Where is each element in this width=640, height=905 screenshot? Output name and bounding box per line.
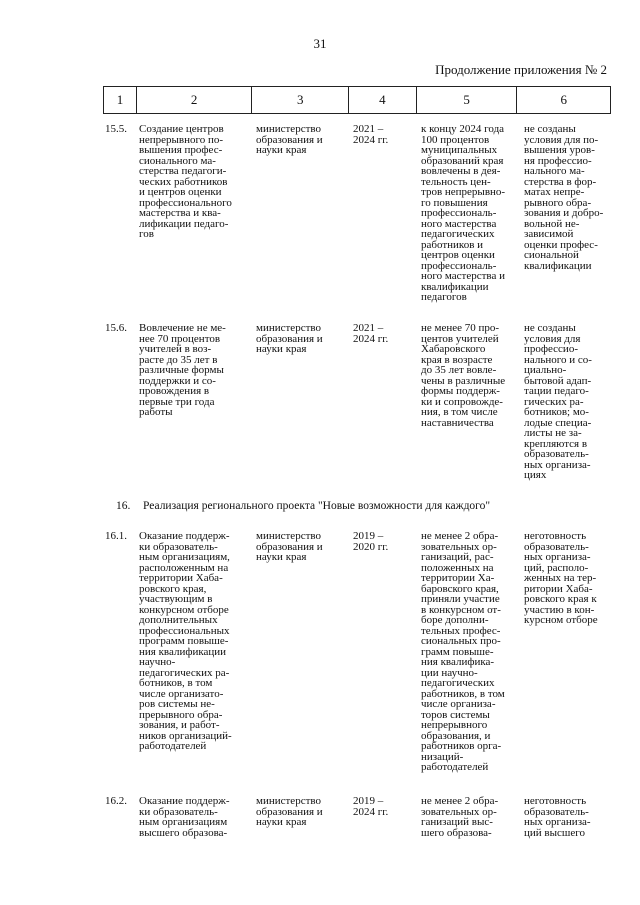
executor-cell: министерство образования и науки края (256, 795, 323, 828)
section-number: 16. (116, 500, 131, 512)
activity-cell: Оказание поддерж- ки образователь- ным организациям высшего образова- (139, 795, 230, 839)
consequence-cell: неготовность образователь- ных организа- ций, располо- женных на тер- ритории Хаба- ровского края к участию в кон- курсном отборе (524, 530, 598, 626)
header-col-2: 2 (137, 87, 253, 113)
row-number: 15.6. (105, 322, 127, 334)
section-title: Реализация регионального проекта "Новые возможности для каждого" (143, 500, 491, 512)
page-number: 31 (313, 36, 327, 51)
header-col-1: 1 (104, 87, 137, 113)
consequence-cell: неготовность образователь- ных организа- ций высшего (524, 795, 591, 839)
executor-cell: министерство образования и науки края (256, 530, 323, 563)
header-col-4: 4 (349, 87, 417, 113)
activity-cell: Создание центров непрерывного по- вышения профес- сионального ма- стерства педагоги- ческих работников и центров оценки профессионального мастерства и ква- лификации педаго- гов (139, 123, 232, 240)
activity-cell: Вовлечение не ме- нее 70 процентов учителей в воз- расте до 35 лет в различные формы поддержки и со- провождения в первые три года работы (139, 322, 226, 418)
result-cell: не менее 2 обра- зовательных ор- ганизаций, рас- положенных на территории Ха- баровского края, приняли участие в конкурсном от- боре дополни- тельных профес- сиональных про- грамм повыше- ния квалифика- ции научно- педагогических работников, в том числе организа- торов системы непрерывного образования, и работников орга- низаций- работодателей (421, 530, 505, 773)
header-col-6: 6 (560, 92, 567, 107)
result-cell: не менее 2 обра- зовательных ор- ганизаций выс- шего образова- (421, 795, 499, 839)
period-cell: 2019 – 2020 гг. (353, 530, 389, 553)
header-col-3: 3 (252, 87, 349, 113)
row-number: 16.2. (105, 795, 127, 807)
executor-cell: министерство образования и науки края (256, 123, 323, 156)
result-cell: к концу 2024 года 100 процентов муниципальных образований края вовлечены в дея- тельность цен- тров непрерывно- го повышения профессиональ- ного мастерства педагогических работников и центров оценки профессиональ- ного мастерства и квалификации педагогов (421, 123, 506, 303)
period-cell: 2019 – 2024 гг. (353, 795, 389, 818)
row-number: 16.1. (105, 530, 127, 542)
row-number: 15.5. (105, 123, 127, 135)
executor-cell: министерство образования и науки края (256, 322, 323, 355)
header-col-5: 5 (417, 87, 518, 113)
result-cell: не менее 70 про- центов учителей Хабаровского края в возрасте до 35 лет вовле- чены в различные формы поддерж- ки и сопровожде- ния, в том числе наставничества (421, 322, 506, 429)
period-cell: 2021 – 2024 гг. (353, 322, 389, 345)
consequence-cell: не созданы условия для по- вышения уров- ня профессио- нального ма- стерства в фор- матах непре- рывного обра- зования и добро- вольной не- зависимой оценки профес- сиональной квалификации (524, 123, 604, 272)
consequence-cell: не созданы условия для профессио- нального и со- циально- бытовой адап- тации педаго- гических ра- ботников; мо- лодые специа- листы не за- крепляются в образователь- ных организа- циях (524, 322, 592, 481)
table-header-row (103, 86, 611, 114)
period-cell: 2021 – 2024 гг. (353, 123, 389, 146)
continuation-label: Продолжение приложения № 2 (435, 62, 607, 77)
activity-cell: Оказание поддерж- ки образователь- ным организациям, расположенным на территории Хаба- ровского края, участвующим в конкурсном отборе дополнительных профессиональных программ повыше- ния квалификации научно- педагогических ра- ботников, в том числе организато- ров системы не- прерывного обра- зования, и работ- ников организаций- работодателей (139, 530, 232, 752)
